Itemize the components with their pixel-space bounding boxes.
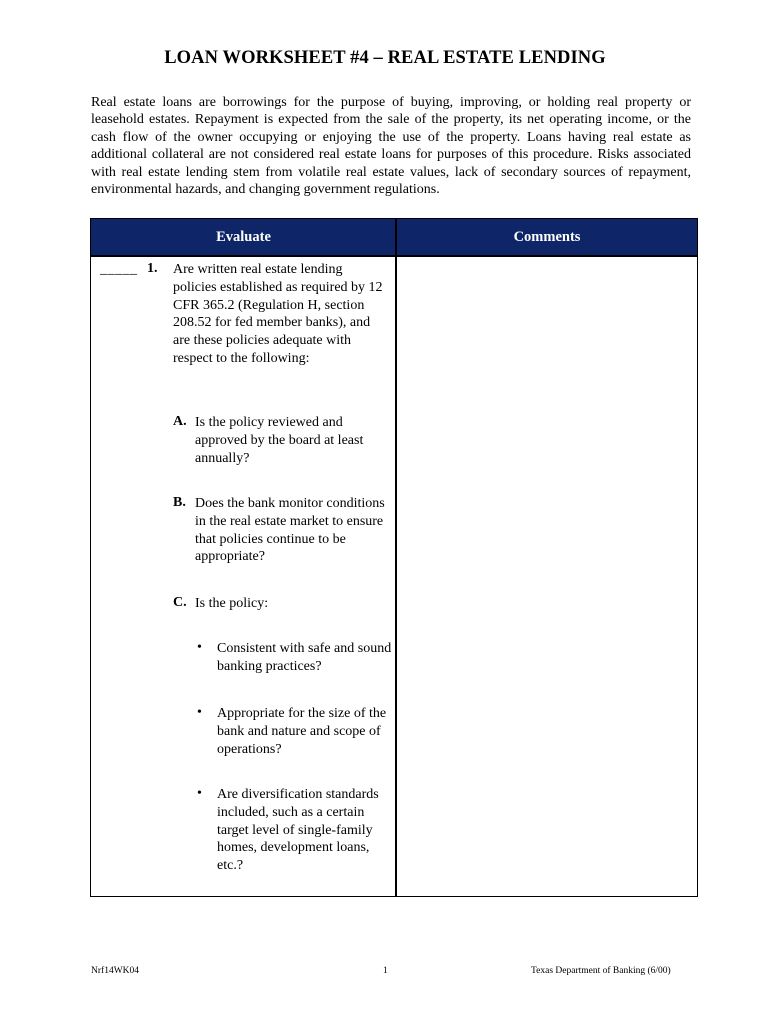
item-1c-bullet-1: Consistent with safe and sound banking practices?: [217, 641, 392, 674]
footer-agency: Texas Department of Banking (6/00): [531, 966, 671, 976]
item-1c-question: Is the policy:: [195, 596, 269, 611]
item-1b-letter: B.: [173, 495, 186, 510]
item-1-answer-blank[interactable]: _____: [100, 262, 138, 277]
bullet-icon: •: [197, 705, 202, 720]
column-divider: [395, 219, 397, 896]
comments-column-header: Comments: [513, 229, 581, 245]
item-1b-question: Does the bank monitor conditions in the real estate market to ensure that policies continue to be appropriate?: [195, 496, 385, 565]
evaluation-table: [90, 218, 698, 897]
item-1-question: Are written real estate lending policies established as required by 12 CFR 365.2 (Regulation H, section 208.52 for fed member banks), and are these policies adequate with respect to the following:: [173, 262, 383, 366]
item-1c-bullet-2: Appropriate for the size of the bank and nature and scope of operations?: [217, 706, 387, 757]
worksheet-title: LOAN WORKSHEET #4 – REAL ESTATE LENDING: [164, 48, 606, 68]
item-1a-letter: A.: [173, 414, 187, 429]
table-header: [91, 219, 697, 255]
intro-paragraph: Real estate loans are borrowings for the purpose of buying, improving, or holding real property or leasehold estates. Repayment is expected from the sale of the property, its net operating income, or the cash flow of the owner occupying or enjoying the use of the property. Loans having real estate as additional collateral are not considered real estate loans for purposes of this procedure. Risks associated with real estate lending stem from volatile real estate values, lack of secondary sources of repayment, environmental hazards, and changing government regulations.: [91, 95, 691, 198]
bullet-icon: •: [197, 640, 202, 655]
bullet-icon: •: [197, 786, 202, 801]
item-1c-bullet-3: Are diversification standards included, such as a certain target level of single-family homes, development loans, etc.?: [217, 787, 379, 874]
item-1-number: 1.: [147, 261, 158, 276]
footer-page-number: 1: [383, 966, 388, 976]
item-1c-letter: C.: [173, 595, 187, 610]
footer-form-id: Nrf14WK04: [91, 966, 140, 976]
evaluate-column-header: Evaluate: [216, 229, 271, 245]
header-rule: [91, 255, 697, 257]
item-1a-question: Is the policy reviewed and approved by the board at least annually?: [195, 415, 364, 466]
